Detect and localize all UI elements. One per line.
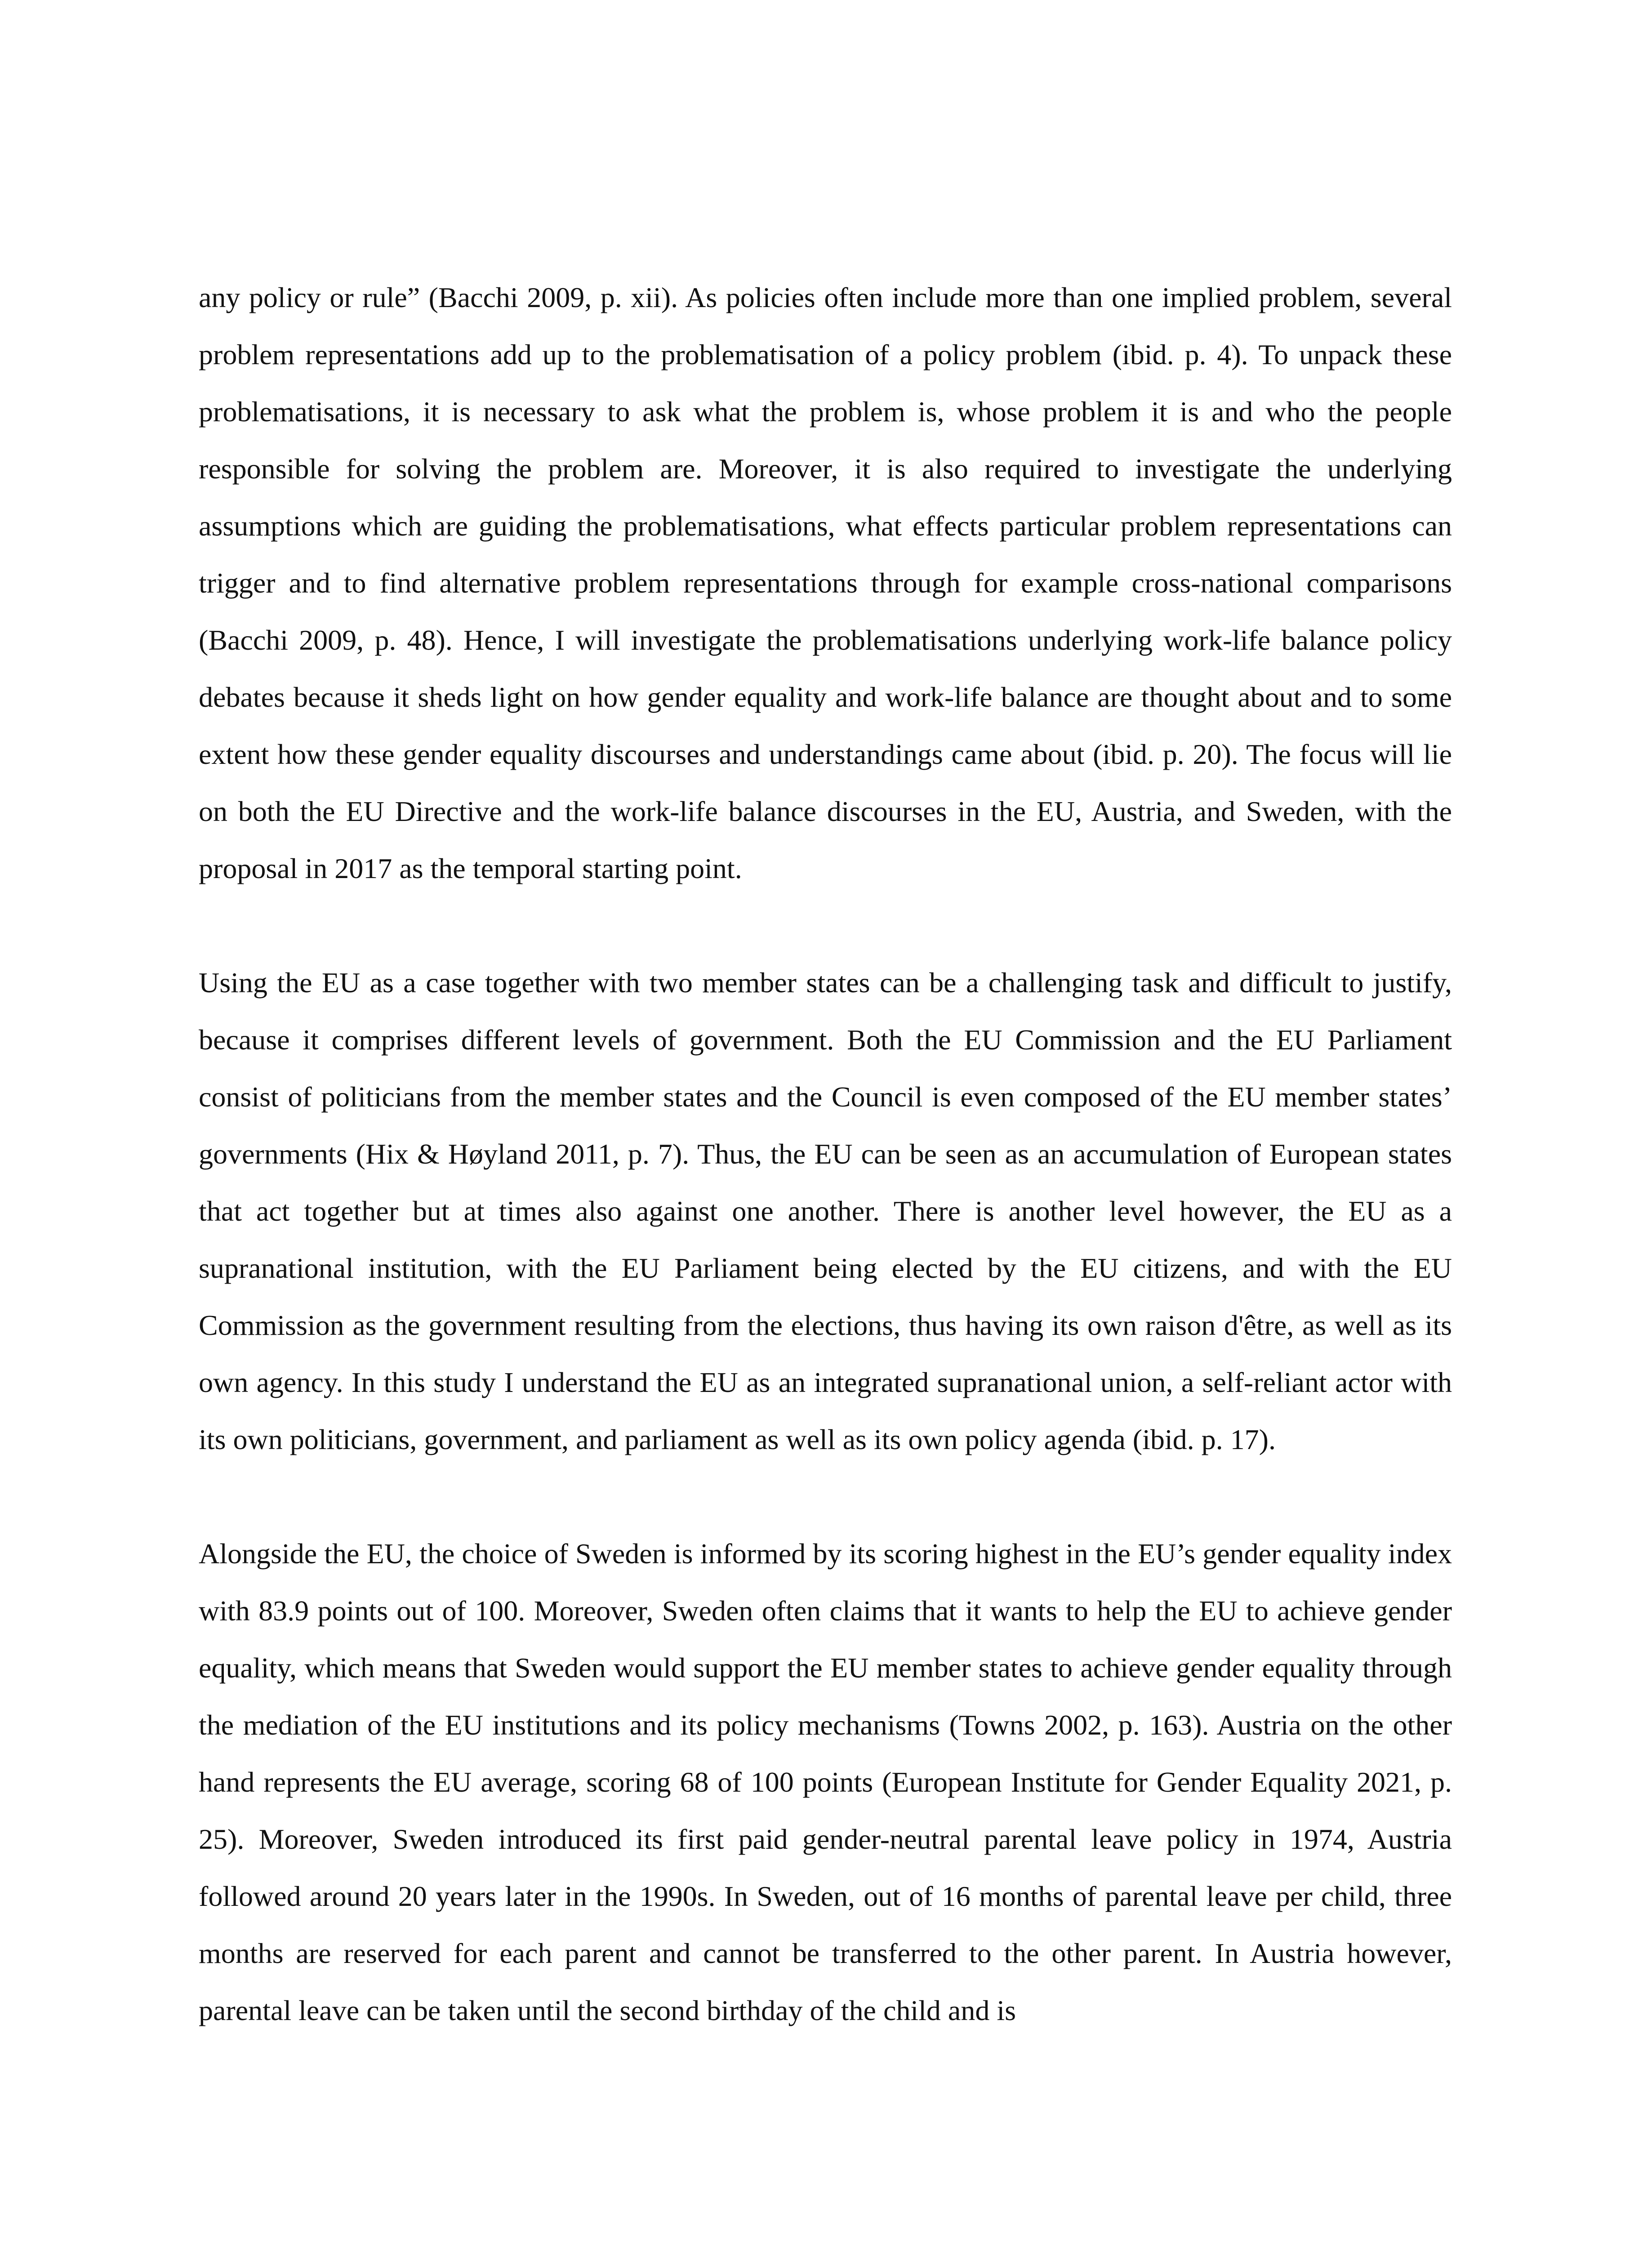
paragraph-case-selection: Alongside the EU, the choice of Sweden is informed by its scoring highest in the EU’s gender equality index with 83.9 points out of 100. Moreover, Sweden often claims that it wants to help the EU to achieve gender equality, which means that Sweden would support the EU member states to achieve gender equality through the mediation of the EU institutions and its policy mechanisms (Towns 2002, p. 163). Austria on the other hand represents the EU average, scoring 68 of 100 points (European Institute for Gender Equality 2021, p. 25). Moreover, Sweden introduced its first paid gender-neutral parental leave policy in 1974, Austria followed around 20 years later in the 1990s. In Sweden, out of 16 months of parental leave per child, three months are reserved for each parent and cannot be transferred to the other parent. In Austria however, parental leave can be taken until the second birthday of the child and is xyxy=(199,1538,1452,2026)
paragraph-problematisation: any policy or rule” (Bacchi 2009, p. xii). As policies often include more than one implied problem, several problem representations add up to the problematisation of a policy problem (ibid. p. 4). To unpack these problematisations, it is necessary to ask what the problem is, whose problem it is and who the people responsible for solving the problem are. Moreover, it is also required to investigate the underlying assumptions which are guiding the problematisations, what effects particular problem representations can trigger and to find alternative problem representations through for example cross-national comparisons (Bacchi 2009, p. 48). Hence, I will investigate the problematisations underlying work-life balance policy debates because it sheds light on how gender equality and work-life balance are thought about and to some extent how these gender equality discourses and understandings came about (ibid. p. 20). The focus will lie on both the EU Directive and the work-life balance discourses in the EU, Austria, and Sweden, with the proposal in 2017 as the temporal starting point. xyxy=(199,281,1452,884)
paragraph-eu-case: Using the EU as a case together with two member states can be a challenging task and difficult to justify, because it comprises different levels of government. Both the EU Commission and the EU Parliament consist of politicians from the member states and the Council is even composed of the EU member states’ governments (Hix & Høyland 2011, p. 7). Thus, the EU can be seen as an accumulation of European states that act together but at times also against one another. There is another level however, the EU as a supranational institution, with the EU Parliament being elected by the EU citizens, and with the EU Commission as the government resulting from the elections, thus having its own raison d'être, as well as its own agency. In this study I understand the EU as an integrated supranational union, a self-reliant actor with its own politicians, government, and parliament as well as its own policy agenda (ibid. p. 17). xyxy=(199,967,1452,1455)
body-text xyxy=(199,269,1452,2039)
